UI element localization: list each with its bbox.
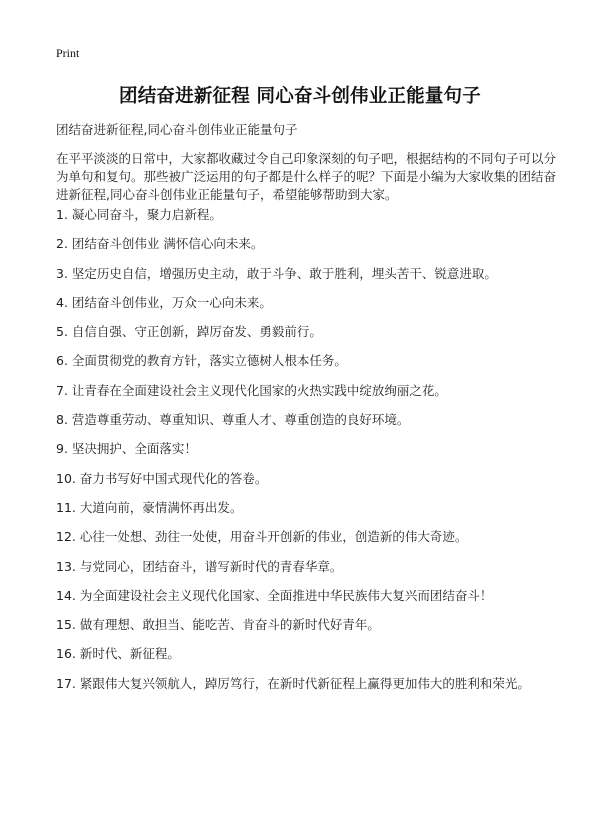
list-item: 10. 奋力书写好中国式现代化的答卷。 (56, 470, 268, 486)
sentence-list (56, 206, 556, 704)
list-item: 11. 大道向前，豪情满怀再出发。 (56, 499, 243, 515)
list-item: 7. 让青春在全面建设社会主义现代化国家的火热实践中绽放绚丽之花。 (56, 382, 447, 398)
list-item: 8. 营造尊重劳动、尊重知识、尊重人才、尊重创造的良好环境。 (56, 412, 410, 428)
list-item: 15. 做有理想、敢担当、能吃苦、肯奋斗的新时代好青年。 (56, 617, 380, 633)
list-item: 1. 凝心同奋斗，聚力启新程。 (56, 207, 222, 222)
print-link[interactable]: Print (56, 46, 80, 60)
list-item: 17. 紧跟伟大复兴领航人，踔厉笃行，在新时代新征程上赢得更加伟大的胜利和荣光。 (56, 675, 530, 691)
list-item: 14. 为全面建设社会主义现代化国家、全面推进中华民族伟大复兴而团结奋斗！ (56, 587, 493, 603)
page-title: 团结奋进新征程 同心奋斗创伟业正能量句子 (119, 86, 481, 107)
intro-paragraph: 在平平淡淡的日常中，大家都收藏过令自己印象深刻的句子吧，根据结构的不同句子可以分为单句和复句。那些被广泛运用的句子都是什么样子的呢？下面是小编为大家收集的团结奋进新征程,同心奋斗创伟业正能量句子，希望能够帮助到大家。 (56, 151, 557, 202)
list-item: 5. 自信自强、守正创新，踔厉奋发、勇毅前行。 (56, 324, 322, 340)
list-item: 13. 与党同心，团结奋斗，谱写新时代的青春华章。 (56, 558, 343, 574)
list-item: 16. 新时代、新征程。 (56, 646, 180, 662)
list-item: 3. 坚定历史自信，增强历史主动，敢于斗争、敢于胜利，埋头苦干、锐意进取。 (56, 265, 497, 281)
list-item: 9. 坚决拥护、全面落实！ (56, 441, 197, 457)
list-item: 12. 心往一处想、劲往一处使，用奋斗开创新的伟业，创造新的伟大奇迹。 (56, 529, 468, 545)
list-item: 6. 全面贯彻党的教育方针，落实立德树人根本任务。 (56, 353, 347, 369)
list-item: 2. 团结奋斗创伟业 满怀信心向未来。 (56, 236, 264, 252)
article-subtitle: 团结奋进新征程,同心奋斗创伟业正能量句子 (56, 122, 298, 137)
list-item: 4. 团结奋斗创伟业，万众一心向未来。 (56, 294, 272, 310)
